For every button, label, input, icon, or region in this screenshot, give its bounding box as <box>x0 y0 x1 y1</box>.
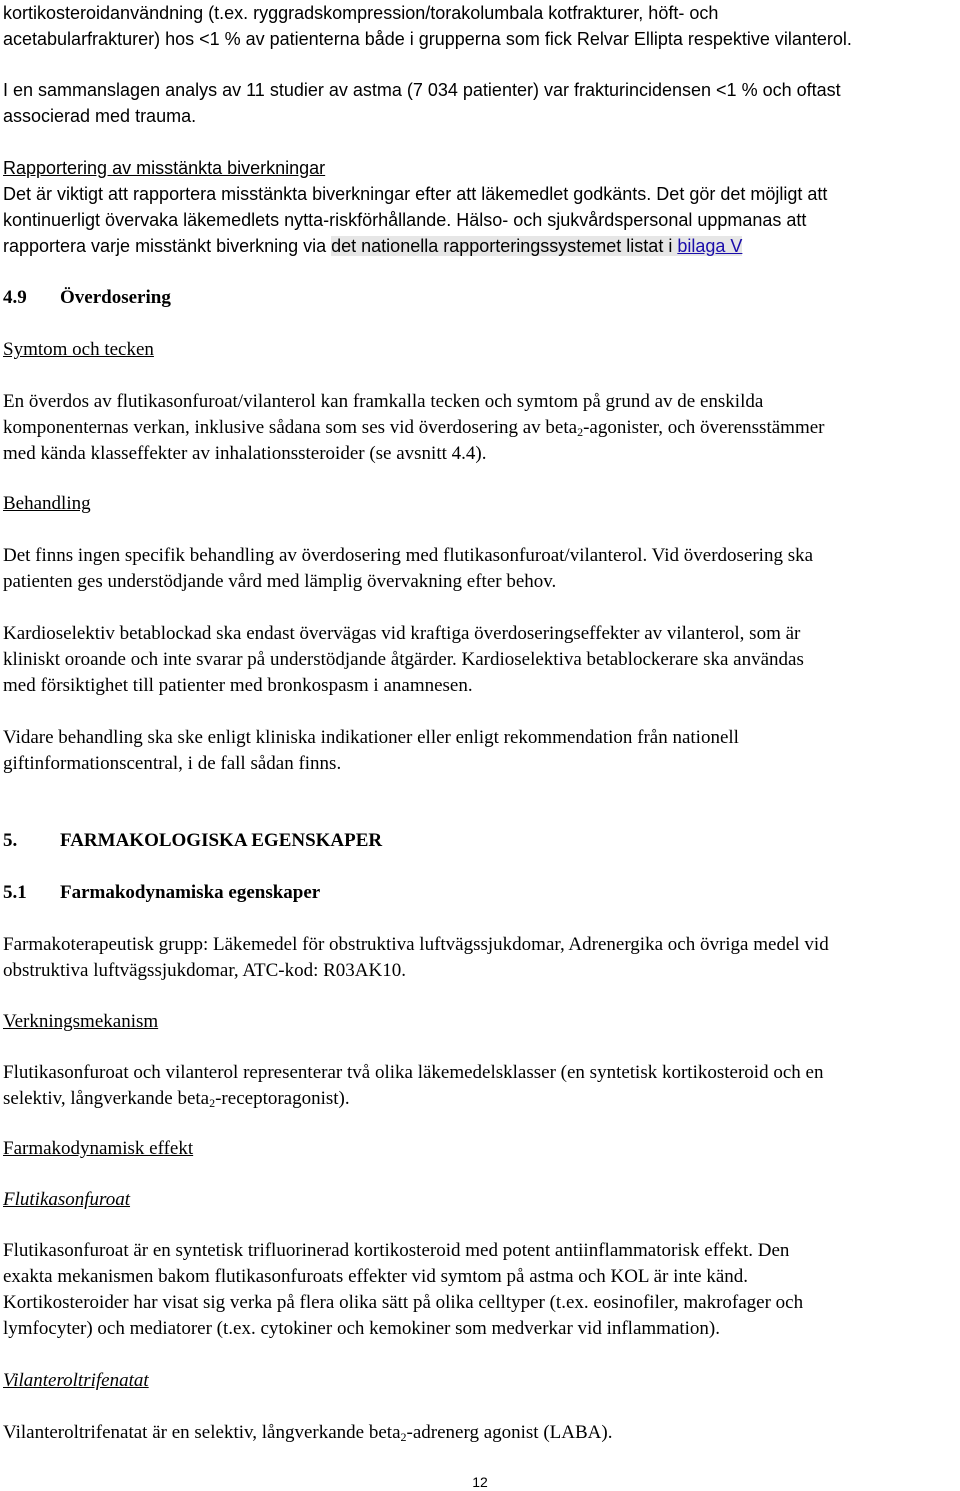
page-number: 12 <box>472 1474 488 1490</box>
mechanism-paragraph <box>3 1060 959 1112</box>
text-line: kliniskt oroande och inte svarar på understödjande åtgärder. Kardioselektiva betablockerare ska användas <box>3 649 804 670</box>
treatment-paragraph <box>3 543 959 595</box>
section-number: 5.1 <box>3 882 27 903</box>
section-title: FARMAKOLOGISKA EGENSKAPER <box>60 830 383 851</box>
reporting-section <box>3 155 959 259</box>
section-number: 4.9 <box>3 287 27 308</box>
text-line: Kardioselektiv betablockad ska endast övervägas vid kraftiga överdoseringseffekter av vilanterol, som är <box>3 623 801 644</box>
text-line: rapportera varje misstänkt biverkning via <box>3 236 332 256</box>
text-line: lymfocyter) och mediatorer (t.ex. cytokiner och kemokiner som medverkar vid inflammation). <box>3 1318 721 1339</box>
fluticasone-paragraph <box>3 1238 959 1342</box>
text-line: Farmakoterapeutisk grupp: Läkemedel för obstruktiva luftvägssjukdomar, Adrenergika och övriga medel vid <box>3 934 829 955</box>
text-line: Flutikasonfuroat och vilanterol representerar två olika läkemedelsklasser (en syntetisk kortikosteroid och en <box>3 1062 824 1083</box>
subscript: 2 <box>577 425 584 439</box>
text-line: I en sammanslagen analys av 11 studier av astma (7 034 patienter) var frakturincidensen <1 % och oftast <box>3 80 841 100</box>
vilanterol-paragraph <box>3 1420 959 1446</box>
pharmacotherapeutic-group-paragraph <box>3 932 959 984</box>
text-line: med kända klasseffekter av inhalationssteroider (se avsnitt 4.4). <box>3 443 487 464</box>
subscript: 2 <box>209 1096 216 1110</box>
betablockade-paragraph <box>3 621 959 699</box>
fluticasone-subheading: Flutikasonfuroat <box>3 1189 131 1210</box>
highlighted-text: det nationella rapporteringssystemet listat i bilaga V <box>331 236 743 256</box>
text-line: kortikosteroidanvändning (t.ex. ryggradskompression/torakolumbala kotfrakturer, höft- och <box>3 3 719 23</box>
text-line: associerad med trauma. <box>3 106 197 126</box>
further-treatment-paragraph <box>3 725 959 777</box>
text-line: -adrenerg agonist (LABA). <box>406 1422 613 1443</box>
section-5-heading <box>3 828 959 854</box>
mechanism-subheading: Verkningsmekanism <box>3 1011 159 1032</box>
text-line: Det är viktigt att rapportera misstänkta biverkningar efter att läkemedlet godkänts. Det gör det möjligt att <box>3 184 828 204</box>
vilanterol-subheading: Vilanteroltrifenatat <box>3 1370 149 1391</box>
text-line: komponenternas verkan, inklusive sådana som ses vid överdosering av beta <box>3 417 578 438</box>
text-line: -receptoragonist). <box>215 1088 350 1109</box>
text-line: acetabularfrakturer) hos <1 % av patienterna både i grupperna som fick Relvar Ellipta respektive vilanterol. <box>3 29 852 49</box>
text-line: patienten ges understödjande vård med lämplig övervakning efter behov. <box>3 571 557 592</box>
text-line: Vilanteroltrifenatat är en selektiv, långverkande beta <box>3 1422 401 1443</box>
text-line: obstruktiva luftvägssjukdomar, ATC-kod: R03AK10. <box>3 960 406 981</box>
symptoms-subheading: Symtom och tecken <box>3 339 154 360</box>
text-line: Kortikosteroider har visat sig verka på flera olika sätt på olika celltyper (t.ex. eosinofiler, makrofager och <box>3 1292 804 1313</box>
treatment-subheading: Behandling <box>3 493 91 514</box>
text-line: kontinuerligt övervaka läkemedlets nytta-riskförhållande. Hälso- och sjukvårdspersonal uppmanas att <box>3 210 807 230</box>
text-line: med försiktighet till patienter med bronkospasm i anamnesen. <box>3 675 473 696</box>
reporting-heading: Rapportering av misstänkta biverkningar <box>3 158 326 178</box>
text-line: giftinformationscentral, i de fall sådan finns. <box>3 753 342 774</box>
text-line: Det finns ingen specifik behandling av överdosering med flutikasonfuroat/vilanterol. Vid överdosering ska <box>3 545 814 566</box>
section-5-1-heading <box>3 880 959 906</box>
section-number: 5. <box>3 830 18 851</box>
text-line: -agonister, och överensstämmer <box>583 417 825 438</box>
subscript: 2 <box>400 1430 407 1444</box>
section-title: Farmakodynamiska egenskaper <box>60 882 321 903</box>
text-line: Flutikasonfuroat är en syntetisk trifluorinerad kortikosteroid med potent antiinflammatorisk effekt. Den <box>3 1240 790 1261</box>
section-4-9-heading <box>3 285 959 311</box>
bilaga-v-link[interactable]: bilaga V <box>677 236 743 256</box>
section-title: Överdosering <box>60 287 171 308</box>
asthma-analysis-paragraph <box>3 77 959 129</box>
text-line: Vidare behandling ska ske enligt kliniska indikationer eller enligt rekommendation från nationell <box>3 727 739 748</box>
pharmacodynamic-effect-subheading: Farmakodynamisk effekt <box>3 1138 194 1159</box>
text-line: exakta mekanismen bakom flutikasonfuroats effekter vid symtom på astma och KOL är inte känd. <box>3 1266 749 1287</box>
text-line: En överdos av flutikasonfuroat/vilanterol kan framkalla tecken och symtom på grund av de enskilda <box>3 391 764 412</box>
fracture-paragraph <box>3 0 959 52</box>
overdose-symptoms-paragraph <box>3 389 959 467</box>
text-line: selektiv, långverkande beta <box>3 1088 210 1109</box>
